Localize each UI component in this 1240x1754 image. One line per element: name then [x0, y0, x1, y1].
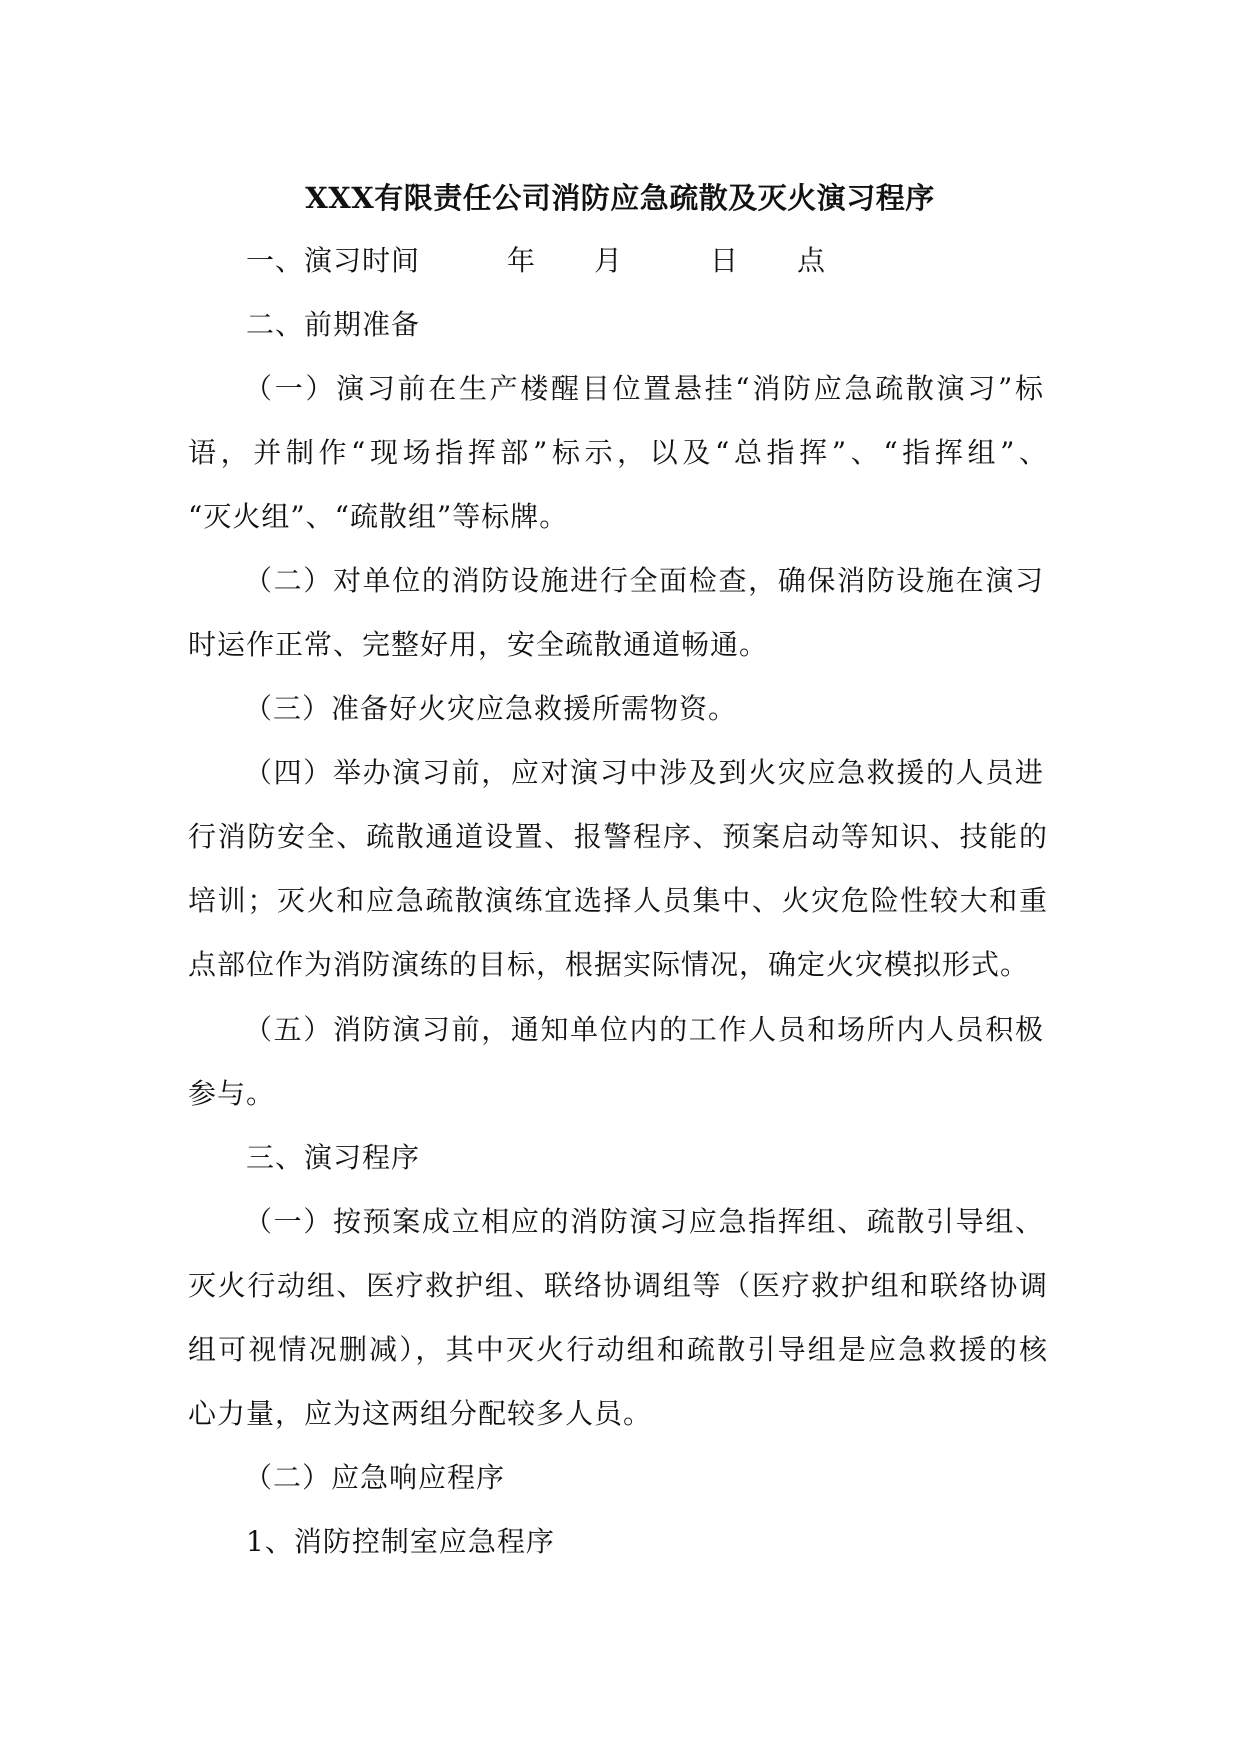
paragraph-line: 心力量，应为这两组分配较多人员。: [188, 1397, 653, 1430]
paragraph-line: 时运作正常、完整好用，安全疏散通道畅通。: [188, 628, 769, 661]
paragraph-line: 培训；灭火和应急疏散演练宜选择人员集中、火灾危险性较大和重: [188, 884, 1048, 917]
paragraph-line: （二）对单位的消防设施进行全面检查，确保消防设施在演习: [244, 564, 1044, 597]
document-title: XXX有限责任公司消防应急疏散及灭火演习程序: [305, 181, 935, 215]
paragraph-line: （一）按预案成立相应的消防演习应急指挥组、疏散引导组、: [244, 1205, 1044, 1238]
paragraph-line: “灭火组”、“疏散组”等标牌。: [188, 500, 569, 533]
subsection-control-room-heading: 1、消防控制室应急程序: [246, 1525, 555, 1558]
paragraph-line: 行消防安全、疏散通道设置、报警程序、预案启动等知识、技能的: [188, 820, 1048, 853]
section-drill-time: 一、演习时间 年 月 日 点: [246, 244, 827, 277]
section-procedure-heading: 三、演习程序: [246, 1141, 421, 1174]
paragraph-line: （一）演习前在生产楼醒目位置悬挂“消防应急疏散演习”标: [244, 372, 1044, 405]
section-preparation-heading: 二、前期准备: [246, 308, 421, 341]
paragraph-line: 语，并制作“现场指挥部”标示，以及“总指挥”、“指挥组”、: [188, 436, 1048, 469]
paragraph-line: （三）准备好火灾应急救援所需物资。: [244, 692, 738, 725]
paragraph-line: （五）消防演习前，通知单位内的工作人员和场所内人员积极: [244, 1013, 1044, 1046]
paragraph-line: （四）举办演习前，应对演习中涉及到火灾应急救援的人员进: [244, 756, 1044, 789]
paragraph-line: 参与。: [188, 1077, 276, 1110]
paragraph-line: 灭火行动组、医疗救护组、联络协调组等（医疗救护组和联络协调: [188, 1269, 1048, 1302]
paragraph-line: 点部位作为消防演练的目标，根据实际情况，确定火灾模拟形式。: [188, 948, 1030, 981]
subsection-response-heading: （二）应急响应程序: [244, 1461, 506, 1494]
paragraph-line: 组可视情况删减），其中灭火行动组和疏散引导组是应急救援的核: [188, 1333, 1048, 1366]
